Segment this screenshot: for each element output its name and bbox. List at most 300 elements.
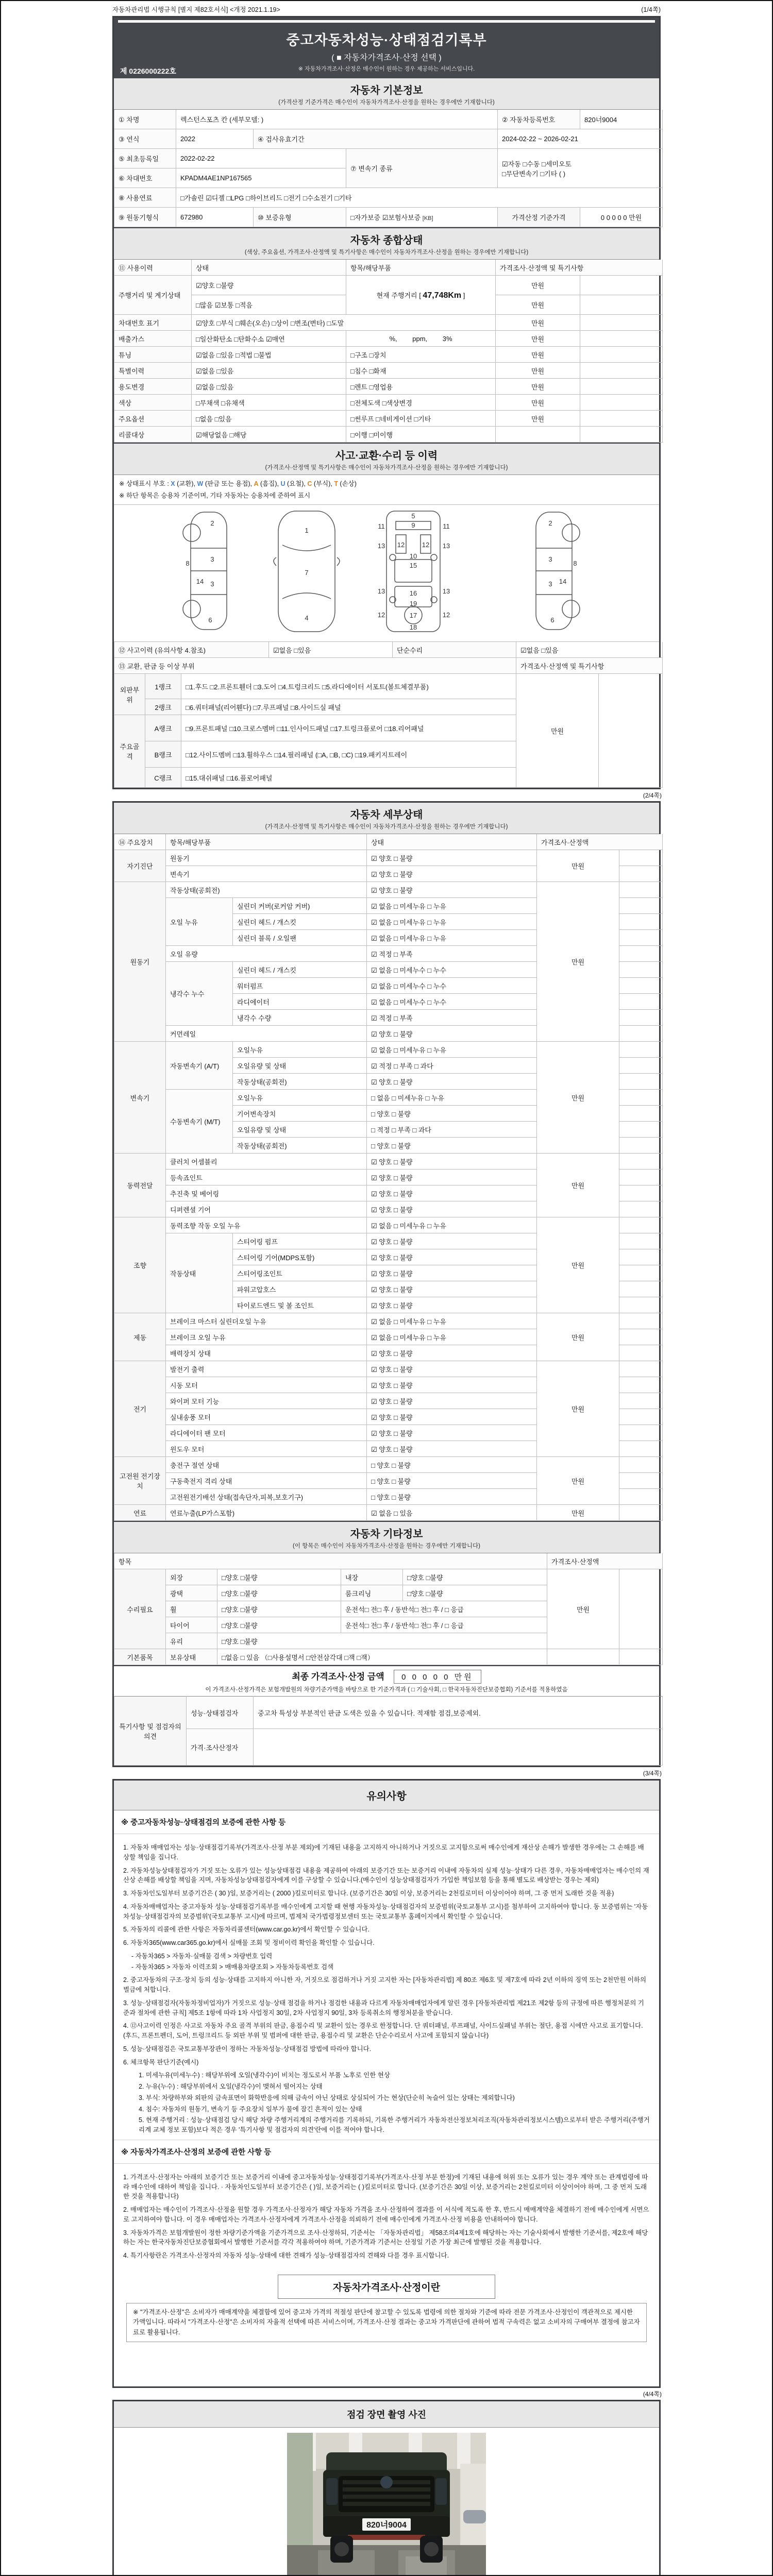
warranty-insurer: [KB]	[422, 215, 433, 222]
price-cell: 만원	[496, 276, 580, 295]
status: ☑ 없음 □ 미세누유 □ 누유	[367, 1313, 537, 1329]
notice-subitem: 1. 미세누유(미세누수) : 해당부위에 오일(냉각수)이 비치는 정도로서 부품 노후로 인한 현상	[139, 2072, 390, 2079]
checkbox-line: ☑해당없음 □해당	[192, 427, 346, 443]
basic-info-title: 자동차 기본정보	[350, 85, 423, 96]
accident-note2: ※ 하단 항목은 승용차 기준이며, 기타 자동차는 승용차에 준하여 표시	[119, 492, 311, 499]
note-cell	[619, 1201, 663, 1217]
part: 오일 유량	[166, 946, 367, 962]
final-price-amount: 0 0 0 0 0 만원	[394, 1670, 481, 1684]
status: ☑ 없음 □ 미세누수 □ 누수	[367, 994, 537, 1010]
diagram-number: 12	[397, 541, 405, 549]
column-header: 가격조사·산정액 및 특기사항	[516, 658, 663, 674]
inspector-opinion: 중고차 특성상 부분적인 판금 도색은 있을 수 있습니다. 적재함 점검,보증제외.	[254, 1697, 663, 1729]
label: 내장	[341, 1569, 403, 1585]
table-row	[114, 331, 663, 347]
checkbox-line: □12.사이드멤버 □13.휠하우스 □14.필러패널 (□A, □B, □C) □19.패키지트레이	[181, 741, 516, 768]
label: 차대번호 표기	[114, 315, 192, 331]
status: ☑ 양호 □ 불량	[367, 1233, 537, 1249]
label: 용도변경	[114, 379, 192, 395]
detail-title: 자동차 세부상태	[350, 809, 423, 821]
status: □ 적정 □ 부족 □ 과다	[367, 1122, 537, 1138]
part: 실내송풍 모터	[166, 1409, 367, 1425]
status: ☑ 양호 □ 불량	[367, 1441, 537, 1457]
column-header: 항목	[114, 1553, 547, 1569]
diagram-number: 18	[409, 623, 417, 631]
diagram-number: 8	[573, 560, 577, 567]
notice-section2-title: ※ 자동차가격조사·산정의 보증에 관한 사항 등	[114, 2140, 659, 2164]
diagram-number: 14	[559, 578, 567, 585]
note-cell	[619, 1042, 663, 1058]
diagram-number: 13	[442, 542, 450, 550]
checkbox-line: ☑없음 □있음	[516, 642, 663, 658]
price-cell: 만원	[516, 674, 599, 788]
checkbox-line: □일산화탄소 □탄화수소 ☑매연	[192, 331, 346, 347]
diagram-number: 13	[442, 587, 450, 595]
value: 0 0 0 0 0 만원	[580, 208, 663, 227]
status: ☑ 없음 □ 미세누유 □ 누유	[367, 1042, 537, 1058]
mileage-value	[346, 276, 496, 315]
note-cell	[580, 315, 663, 331]
detail-subtitle: (가격조사·산정액 및 특기사항은 매수인이 자동차가격조사·산정을 원하는 경우에만 기재합니다)	[265, 824, 508, 830]
notice-item: 4. 자동차매매업자는 중고자동차 성능·상태점검기록부를 매수인에게 고지할 때 현행 자동차성능·상태점검자의 보증범위(국토교통부 고시)를 첨부하여 고지하여야 합니다. 동 보증범위는 '자동차성능·상태점검자의 보증범위'(국토교통부 고시)에 따르며, 법제처 국가법령정보센터 또는 국토교통부 홈페이지에서 확인할 수 있습니다.	[123, 1903, 648, 1920]
note-cell	[619, 1058, 663, 1074]
table-row	[114, 1154, 663, 1170]
text: ]	[461, 291, 465, 299]
basic-info-table	[114, 110, 663, 227]
label: ④ 검사유효기간	[254, 129, 498, 149]
note-cell	[619, 1409, 663, 1425]
sub-label: 자동변속기 (A/T)	[166, 1042, 233, 1090]
note-cell	[619, 882, 663, 898]
value: 2024-02-22 ~ 2026-02-21	[498, 129, 663, 149]
diagram-number: 2	[548, 519, 552, 527]
note-cell	[619, 1281, 663, 1297]
price-cell: 만원	[537, 1042, 619, 1154]
note-cell	[619, 1217, 663, 1233]
note-cell	[619, 1569, 663, 1649]
status: ☑ 없음 □ 미세누유 □ 누유	[367, 930, 537, 946]
table-row	[114, 1505, 663, 1521]
column-header: 상태	[192, 260, 346, 276]
checkbox-line: □침수 □화재	[346, 363, 496, 379]
group-label: 조향	[114, 1217, 166, 1313]
table-row	[114, 1569, 663, 1585]
overall-table	[114, 260, 663, 443]
checkbox-line: ☑없음 □있음	[192, 363, 346, 379]
header-row	[114, 658, 663, 674]
status: ☑ 적정 □ 부족	[367, 946, 537, 962]
rank-label: B랭크	[145, 741, 181, 768]
value: 820너9004	[580, 110, 663, 129]
label: 리콜대상	[114, 427, 192, 443]
checkbox-line: □없음 □있음	[192, 411, 346, 427]
note-cell	[619, 914, 663, 930]
note-cell	[619, 1473, 663, 1489]
note-cell	[580, 347, 663, 363]
fuel-checkboxes: □가솔린 ☑디젤 □LPG □하이브리드 □전기 □수소전기 □기타	[176, 188, 663, 208]
notice-block	[112, 1779, 661, 2388]
diagram-number: 3	[210, 555, 214, 563]
diagram-number: 13	[377, 542, 385, 550]
note-cell	[619, 1649, 663, 1665]
price-cell: 만원	[537, 1505, 619, 1521]
part: 스티어링 펌프	[233, 1233, 367, 1249]
table-row	[114, 850, 663, 866]
note-cell	[619, 1074, 663, 1090]
sub-label: 오일 누유	[166, 898, 233, 946]
label: 타이어	[166, 1617, 217, 1633]
value: 672980	[176, 208, 254, 227]
value: 2022	[176, 129, 254, 149]
part: 브레이크 오일 누유	[166, 1329, 367, 1345]
diagram-number: 6	[208, 616, 212, 624]
note-cell	[580, 295, 663, 315]
table-row	[114, 1361, 663, 1377]
checkbox-line: □양호 □불량	[217, 1569, 341, 1585]
status: ☑ 양호 □ 불량	[367, 1265, 537, 1281]
text: 현재 주행거리 [	[376, 291, 423, 299]
photos-title: 점검 장면 촬영 사진	[114, 2401, 659, 2428]
note-cell	[580, 363, 663, 379]
page-marker-3: (3/4쪽)	[643, 1770, 662, 1777]
note-cell	[580, 276, 663, 295]
value: 렉스턴스포츠 칸 (세부모델: )	[176, 110, 498, 129]
accident-band	[114, 443, 659, 475]
part: 디퍼렌셜 기어	[166, 1201, 367, 1217]
accident-notes	[114, 475, 659, 505]
column-header: 가격조사·산정액	[537, 834, 663, 850]
checkbox-line: □무채색 □유채색	[192, 395, 346, 411]
part: 냉각수 수량	[233, 1010, 367, 1026]
label: 휠	[166, 1601, 217, 1617]
status: ☑ 적정 □ 부족 □ 과다	[367, 1058, 537, 1074]
label: 주행거리 및 계기상태	[114, 276, 192, 315]
current-mileage: 47,748Km	[423, 291, 462, 300]
note-cell	[619, 1505, 663, 1521]
price-cell: 만원	[547, 1569, 619, 1649]
transmission-checkboxes	[498, 149, 663, 188]
column-header: 항목/해당부품	[346, 260, 496, 276]
note-cell	[619, 898, 663, 914]
diagram-number: 12	[442, 611, 450, 619]
table-row	[114, 315, 663, 331]
group-label: 변속기	[114, 1042, 166, 1154]
notice-subitem: 3. 부식: 차량하부와 외판의 금속표면이 화학반응에 의해 금속이 아닌 상태로 상실되어 가는 현상(단순히 녹슬어 있는 상태는 제외합니다)	[139, 2094, 515, 2102]
price-cell: 만원	[537, 1457, 619, 1505]
status: ☑ 없음 □ 미세누유 □ 누유	[367, 1329, 537, 1345]
label: 가격·조사산정자	[187, 1729, 254, 1766]
checkbox-line: ☑없음 □있음 □적법 □불법	[192, 347, 346, 363]
price-cell: 만원	[496, 395, 580, 411]
part: 시동 모터	[166, 1377, 367, 1393]
label: ③ 연식	[114, 129, 176, 149]
note-cell	[619, 1122, 663, 1138]
price-cell: 만원	[537, 1361, 619, 1457]
checkbox-line: □양호 □불량	[217, 1601, 341, 1617]
rank-label: 1랭크	[145, 674, 181, 699]
car-diagram-svg	[155, 508, 618, 636]
note-cell	[619, 930, 663, 946]
diagram-number: 5	[411, 512, 415, 520]
table-row	[114, 363, 663, 379]
opinion-table	[114, 1696, 663, 1766]
note-cell	[619, 1185, 663, 1201]
notice-subitem: 4. 침수: 자동차의 원동기, 변속기 등 주요장치 일부가 물에 잠긴 흔적이 있는 상태	[139, 2105, 362, 2113]
diagram-number: 13	[377, 587, 385, 595]
status: ☑ 없음 □ 미세누유 □ 누유	[367, 1217, 537, 1233]
part: 실린더 커버(로커암 커버)	[233, 898, 367, 914]
warranty-checkboxes	[346, 208, 498, 227]
table-row	[114, 674, 663, 699]
group-label: 원동기	[114, 882, 166, 1042]
basic-info-subtitle: (가격산정 기준가격은 매수인이 자동차가격조사·산정을 원하는 경우에만 기재합니다)	[278, 99, 495, 106]
status: ☑ 양호 □ 불량	[367, 1026, 537, 1042]
notice-item: 3. 자동차인도일부터 보증기간은 ( 30 )일, 보증거리는 ( 2000 )킬로미터로 합니다. (보증기간은 30일 이상, 보증거리는 2천킬로미터 이상이어야 하며, 그 중 먼저 도래한 것을 적용)	[123, 1890, 614, 1897]
notice-item: 2. 매매업자는 매수인이 가격조사·산정을 원할 경우 가격조사·산정자가 해당 자동차 가격을 조사·산정하여 결과를 이 서식에 적도록 한 후, 반드시 매매계약을 체결하기 전에 매수인에게 서면으로 고지하여야 합니다. 이 경우 매매업자는 가격조사·산정자에게 가격조사·산정을 의뢰하기 전에 매수인에게 가격조사·산정 비용을 안내하여야 합니다.	[123, 2206, 649, 2223]
diagram-number: 2	[210, 519, 214, 527]
table-row	[114, 642, 663, 658]
rank-label: C랭크	[145, 768, 181, 788]
status: □ 없음 □ 미세누유 □ 누유	[367, 1090, 537, 1106]
note-cell	[619, 1233, 663, 1249]
table-row	[114, 1729, 663, 1766]
notice-body	[114, 1834, 659, 2140]
text: (손상)	[338, 480, 357, 487]
table-row	[114, 882, 663, 898]
column-header: 가격조사·산정액 및 특기사항	[496, 260, 663, 276]
text: (요철),	[285, 480, 308, 487]
status: □ 양호 □ 불량	[367, 1489, 537, 1505]
page1-block	[112, 16, 661, 789]
checkbox-line: □썬루프 □네비게이션 □기타	[346, 411, 496, 427]
table-row	[114, 276, 663, 295]
value: 2022-02-22	[176, 149, 346, 168]
page-marker-1: (1/4쪽)	[641, 6, 661, 13]
checkbox-line: ☑없음 □있음	[269, 642, 393, 658]
checkbox-line: 운전석□ 전□ 후 / 동반석□ 전□ 후 / □ 응급	[341, 1601, 547, 1617]
table-row	[114, 208, 663, 227]
part: 배력장치 상태	[166, 1345, 367, 1361]
part: 스티어링조인트	[233, 1265, 367, 1281]
sub-label: 냉각수 누수	[166, 962, 233, 1026]
note-cell	[580, 427, 663, 443]
group-label: 주요골격	[114, 715, 145, 788]
header-row	[114, 1553, 663, 1569]
label: ⑦ 변속기 종류	[346, 149, 498, 188]
group-label: 자기진단	[114, 850, 166, 882]
table-row	[114, 411, 663, 427]
diagram-number: 3	[548, 580, 552, 588]
etc-subtitle: (이 항목은 매수인이 자동차가격조사·산정을 원하는 경우에만 기재합니다)	[293, 1543, 480, 1549]
diagram-number: 12	[377, 611, 385, 619]
price-survey-box-text: ※ "가격조사·산정"은 소비자가 매매계약을 체결함에 있어 중고차 가격의 적절성 판단에 참고할 수 있도록 법령에 의한 절차와 기준에 따라 전문 가격조사·산정인이 객관적으로 제시한 가액입니다. 따라서 "가격조사·산정"은 소비자의 자율적 선택에 따른 서비스이며, 가격조사·산정 결과는 중고차 가격판단에 관하여 법적 구속력은 없고 소비자의 구매여부 결정에 참고자료로 활용됩니다.	[126, 2303, 647, 2342]
diagram-number: 19	[409, 600, 417, 607]
label: 성능·상태점검자	[187, 1697, 254, 1729]
table-row	[114, 379, 663, 395]
diagram-number: 11	[443, 522, 450, 530]
note-cell	[580, 379, 663, 395]
detail-table	[114, 834, 663, 1521]
part: 라디에이터	[233, 994, 367, 1010]
label: 광택	[166, 1585, 217, 1601]
group-label: 제동	[114, 1313, 166, 1361]
appraiser-opinion	[254, 1729, 663, 1766]
status: ☑ 양호 □ 불량	[367, 1201, 537, 1217]
price-cell: 만원	[496, 331, 580, 347]
final-price-label: 최종 가격조사·산정 금액	[292, 1672, 384, 1682]
checkbox-line: 운전석□ 전□ 후 / 동반석□ 전□ 후 / □ 응급	[341, 1617, 547, 1633]
status: ☑ 없음 □ 미세누수 □ 누수	[367, 978, 537, 994]
part: 오일유량 및 상태	[233, 1122, 367, 1138]
checkbox-line: □1.후드 □2.프론트휀더 □3.도어 □4.트렁크리드 □5.라디에이터 서포트(볼트체결부품)	[181, 674, 516, 699]
price-cell: 만원	[496, 347, 580, 363]
part: 고전원전기배선 상태(접속단자,피복,보호기구)	[166, 1489, 367, 1505]
checkbox-line: □렌트 □영업용	[346, 379, 496, 395]
document-subtitle: ( ■ 자동차가격조사·산정 선택 )	[331, 54, 442, 62]
price-cell: 만원	[496, 295, 580, 315]
part: 스티어링 기어(MDPS포함)	[233, 1249, 367, 1265]
status: ☑ 양호 □ 불량	[367, 1425, 537, 1441]
front-photo-svg	[287, 2433, 486, 2576]
part: 작동상태(공회전)	[166, 882, 367, 898]
checkbox-line: ☑없음 □있음	[192, 379, 346, 395]
status-code-legend	[119, 478, 654, 490]
front-license-plate: 820너9004	[366, 2521, 407, 2530]
label: 보유상태	[166, 1649, 217, 1665]
label: ① 차명	[114, 110, 176, 129]
table-row	[114, 1457, 663, 1473]
diagram-number: 4	[305, 614, 309, 622]
part: 파워고압호스	[233, 1281, 367, 1297]
note-cell	[619, 1026, 663, 1042]
table-row	[114, 1313, 663, 1329]
note-cell	[619, 850, 663, 866]
checkbox-line: □양호 □불량	[217, 1585, 341, 1601]
header-white-line	[118, 20, 655, 23]
note-cell	[619, 962, 663, 978]
status: ☑ 양호 □ 불량	[367, 1154, 537, 1170]
note-cell	[619, 1106, 663, 1122]
note-cell	[580, 395, 663, 411]
group-label: 외판부위	[114, 674, 145, 715]
status: ☑ 양호 □ 불량	[367, 1393, 537, 1409]
notice-item: 5. 성능·상태점검은 국토교통부장관이 정하는 자동차성능·상태점검 방법에 따라야 합니다.	[123, 2045, 372, 2053]
part: 발전기 출력	[166, 1361, 367, 1377]
note-cell	[619, 1425, 663, 1441]
diagram-number: 1	[305, 527, 309, 534]
panel-rank-table	[114, 658, 663, 788]
table-row	[114, 347, 663, 363]
text: (부식),	[312, 480, 334, 487]
label: 색상	[114, 395, 192, 411]
status: ☑ 양호 □ 불량	[367, 850, 537, 866]
code-c: C	[307, 480, 312, 487]
law-note: 자동차관리법 시행규칙 [별지 제82호서식] <개정 2021.1.19>	[112, 6, 280, 13]
note-cell	[619, 1249, 663, 1265]
notice-item: 1. 가격조사·산정자는 아래의 보증기간 또는 보증거리 이내에 중고자동차성능·상태점검기록부(가격조사·산정 부분 한정)에 기재된 내용에 허위 또는 오류가 있는 경우 계약 또는 관계법령에 따라 매수인에 대하여 책임을 집니다. · 자동차인도일부터 보증기간은 ( )일, 보증거리는 ( )킬로미터로 합니다. (보증기간은 30일 이상, 보증거리는 2천킬로미터 이상이어야 하며, 그 중 먼저 도래한 것을 적용합니다)	[123, 2173, 648, 2200]
status: ☑ 양호 □ 불량	[367, 1074, 537, 1090]
diagram-number: 9	[411, 521, 415, 529]
label: ② 자동차등록번호	[498, 110, 580, 129]
part: 구동축전지 격리 상태	[166, 1473, 367, 1489]
notice-item: 3. 자동차가격은 보험개발원이 정한 차량기준가액을 기준가격으로 조사·산정하되, 기준서는 「자동차관리법」 제58조의4제1호에 해당하는 자는 기술사회에서 발행한 기준서를, 제2호에 해당하는 자는 한국자동차진단보증협회에서 발행한 기준서를 각각 적용하여야 하며, 기준가격과 기준서는 산정일 기준 가장 최근에 발행된 것을 적용합니다.	[123, 2229, 648, 2246]
checkbox-line: □무단변속기 □기타 ( )	[502, 170, 566, 178]
table-row	[114, 188, 663, 208]
final-price-band	[114, 1665, 659, 1696]
notice-subitem: - 자동차365 > 자동차·실매물 검색 > 차량번호 입력	[131, 1952, 273, 1960]
etc-title: 자동차 기타정보	[350, 1529, 423, 1540]
emission-values: %, ppm, 3%	[346, 331, 496, 347]
notice-item: 6. 자동차365(www.car365.go.kr)에서 실매물 조회 및 정비이력 확인을 확인할 수 있습니다.	[123, 1939, 375, 1946]
diagram-number: 14	[196, 578, 204, 585]
part: 오일누유	[233, 1090, 367, 1106]
part: 추진축 및 베어링	[166, 1185, 367, 1201]
inspection-photo-front	[114, 2428, 659, 2576]
checkbox-line: □양호 □불량	[403, 1569, 547, 1585]
checkbox-line: □15.대쉬패널 □16.플로어패널	[181, 768, 516, 788]
accident-history-table	[114, 642, 663, 658]
label: 유리	[166, 1633, 217, 1649]
label: 특별이력	[114, 363, 192, 379]
status: ☑ 양호 □ 불량	[367, 1281, 537, 1297]
diagram-number: 7	[305, 569, 309, 577]
overall-subtitle: (색상, 주요옵션, 가격조사·산정액 및 특기사항은 매수인이 자동차가격조사·산정을 원하는 경우에만 기재합니다)	[244, 249, 529, 256]
notice-item: 4. ⑫사고이력 인정은 사고로 자동차 주요 골격 부위의 판금, 용접수리 및 교환이 있는 경우로 한정합니다. 단 쿼터패널, 루프패널, 사이드실패널 부위는 절단, 용접 시에만 사고로 표기합니다. (후드, 프론트펜더, 도어, 트렁크리드 등 외판 부위 및 범퍼에 대한 판금, 용접수리 및 교환은 단순수리로서 사고에 포함되지 않습니다)	[123, 2022, 643, 2039]
price-cell: 만원	[496, 379, 580, 395]
notice-item: 2. 자동차성능상태점검자가 거짓 또는 오류가 있는 성능상태점검 내용을 제공하여 아래의 보증기간 또는 보증거리 이내에 자동차의 실제 성능·상태가 다른 경우, 자동차매매업자는 매수인의 재산상 손해를 배상할 책임을 지며, 자동차성능상태점검자에게 이를 구상할 수 있습니다.(매수인이 성능상태점검자가 가입한 책임보험 등을 통해 별도로 배상받는 경우는 제외)	[123, 1867, 649, 1884]
code-a: A	[254, 480, 259, 487]
page4-block	[112, 2400, 661, 2576]
price-cell	[496, 427, 580, 443]
part: 와이퍼 모터 기능	[166, 1393, 367, 1409]
note-cell	[580, 331, 663, 347]
diagram-number: 15	[409, 562, 417, 569]
status: ☑ 없음 □ 미세누유 □ 누유	[367, 898, 537, 914]
header-row	[114, 834, 663, 850]
group-label: 전기	[114, 1361, 166, 1457]
notice-title: 유의사항	[114, 1781, 659, 1810]
diagram-number: 17	[409, 612, 417, 619]
status: ☑ 양호 □ 불량	[367, 1377, 537, 1393]
label: 외장	[166, 1569, 217, 1585]
notice-section1-title: ※ 중고자동차성능·상태점검의 보증에 관한 사항 등	[114, 1810, 659, 1834]
document-title: 중고자동차성능·상태점검기록부	[286, 32, 487, 48]
code-u: U	[280, 480, 285, 487]
label: 가격산정 기준가격	[498, 208, 580, 227]
opinion-group-label: 특기사항 및 점검자의 의견	[114, 1697, 187, 1766]
price-cell: 만원	[496, 315, 580, 331]
status: □ 양호 □ 불량	[367, 1457, 537, 1473]
notice-item: 5. 자동차의 리콜에 관한 사항은 자동차리콜센터(www.car.go.kr)에서 확인할 수 있습니다.	[123, 1926, 369, 1934]
checkbox-line: □양호 □불량	[217, 1633, 547, 1649]
label: ⑩ 보증유형	[254, 208, 346, 227]
status: ☑ 없음 □ 미세누유 □ 누유	[367, 914, 537, 930]
checkbox-line: ☑자동 □수동 □세미오토	[502, 160, 572, 168]
note-cell	[619, 1361, 663, 1377]
part: 타이로드엔드 및 볼 조인트	[233, 1297, 367, 1313]
note-cell	[619, 1377, 663, 1393]
page-marker-4: (4/4쪽)	[643, 2391, 662, 2398]
checkbox-line: □양호 □불량	[217, 1617, 341, 1633]
detail-band	[114, 803, 659, 834]
page2-block	[112, 801, 661, 1767]
note-cell	[619, 866, 663, 882]
code-w: W	[197, 480, 204, 487]
price-cell: 만원	[496, 363, 580, 379]
table-row	[114, 1649, 663, 1665]
table-row	[114, 1217, 663, 1233]
note-cell	[619, 1010, 663, 1026]
